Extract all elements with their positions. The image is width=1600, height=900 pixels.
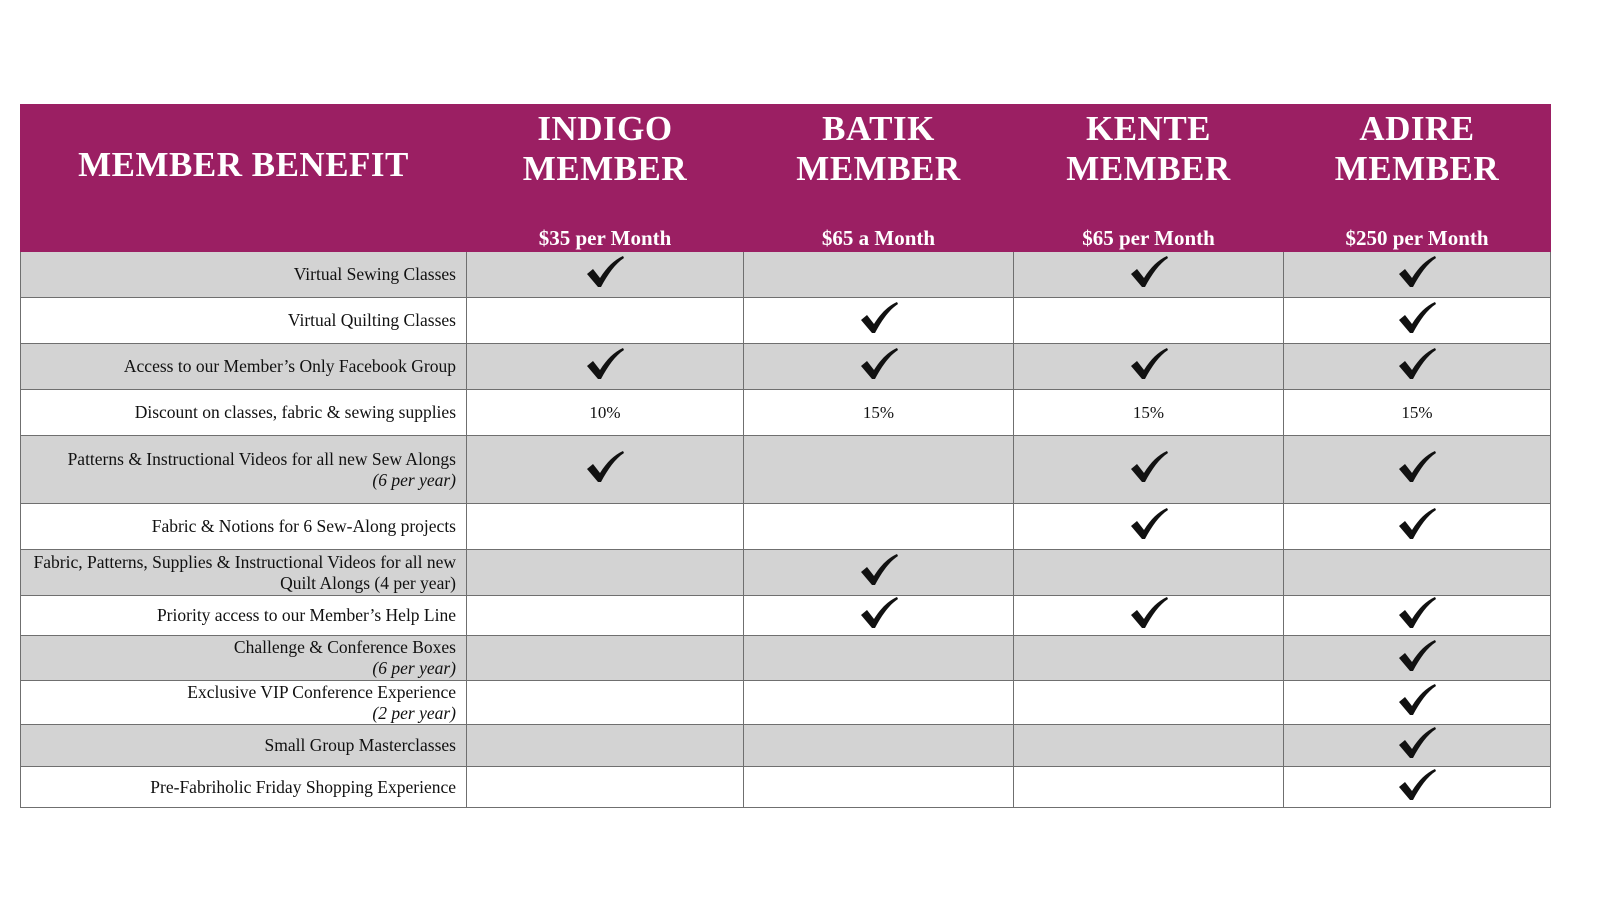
- benefit-label-cell: [21, 252, 467, 298]
- tier-cell-indigo: [467, 390, 744, 436]
- benefit-row-6: [21, 504, 1551, 550]
- membership-comparison-table: [20, 104, 1551, 808]
- tier-cell-batik: [744, 252, 1014, 298]
- checkmark-icon: [1129, 507, 1169, 541]
- tier-cell-indigo: [467, 681, 744, 725]
- checkmark-icon: [1397, 301, 1437, 335]
- benefit-label-cell: [21, 504, 467, 550]
- tier-price: $250 per Month: [1345, 226, 1489, 250]
- checkmark-icon: [1397, 639, 1437, 673]
- benefit-label: Exclusive VIP Conference Experience: [187, 681, 456, 702]
- tier-cell-kente: [1014, 636, 1284, 681]
- benefit-label-cell: [21, 681, 467, 725]
- tier-cell-indigo: [467, 550, 744, 596]
- tier-cell-adire: [1284, 681, 1551, 725]
- tier-cell-batik: [744, 725, 1014, 767]
- discount-value: 10%: [589, 402, 621, 422]
- benefit-row-2: [21, 298, 1551, 344]
- checkmark-icon: [1129, 450, 1169, 484]
- tier-cell-indigo: [467, 252, 744, 298]
- tier-cell-adire: [1284, 436, 1551, 504]
- table-header: [21, 105, 1551, 252]
- tier-cell-kente: [1014, 390, 1284, 436]
- checkmark-icon: [1397, 255, 1437, 289]
- tier-cell-adire: [1284, 298, 1551, 344]
- checkmark-icon: [1397, 507, 1437, 541]
- tier-cell-indigo: [467, 298, 744, 344]
- tier-cell-adire: [1284, 504, 1551, 550]
- tier-price: $65 per Month: [1082, 226, 1215, 250]
- tier-cell-adire: [1284, 725, 1551, 767]
- benefit-row-1: [21, 252, 1551, 298]
- tier-cell-adire: [1284, 636, 1551, 681]
- checkmark-icon: [1397, 768, 1437, 802]
- tier-name-line2: MEMBER: [1334, 149, 1500, 188]
- checkmark-icon: [585, 255, 625, 289]
- checkmark-icon: [585, 347, 625, 381]
- tier-name-line2: MEMBER: [796, 149, 961, 188]
- tier-cell-kente: [1014, 767, 1284, 808]
- tier-cell-batik: [744, 767, 1014, 808]
- tier-name: [744, 109, 1013, 189]
- benefit-label-cell: [21, 725, 467, 767]
- tier-cell-indigo: [467, 725, 744, 767]
- tier-name: [1014, 109, 1283, 189]
- tier-cell-adire: [1284, 596, 1551, 636]
- header-tier-indigo: [467, 105, 744, 252]
- benefit-note: (2 per year): [372, 702, 456, 723]
- tier-cell-indigo: [467, 344, 744, 390]
- tier-cell-indigo: [467, 436, 744, 504]
- tier-price: $65 a Month: [821, 226, 936, 250]
- tier-cell-adire: [1284, 550, 1551, 596]
- tier-cell-adire: [1284, 390, 1551, 436]
- discount-value: 15%: [1401, 402, 1433, 422]
- tier-name-line2: MEMBER: [1066, 149, 1231, 188]
- member-benefit-heading: MEMBER BENEFIT: [78, 145, 409, 184]
- benefit-row-4: [21, 390, 1551, 436]
- benefit-label-cell: [21, 298, 467, 344]
- checkmark-icon: [859, 553, 899, 587]
- tier-name-line2: MEMBER: [522, 149, 688, 188]
- benefit-label-cell: [21, 344, 467, 390]
- header-tier-adire: [1284, 105, 1551, 252]
- benefit-label: Fabric, Patterns, Supplies & Instructional Videos for all new Quilt Alongs (4 per year): [33, 551, 456, 593]
- benefit-label-cell: [21, 390, 467, 436]
- header-tier-kente: [1014, 105, 1284, 252]
- tier-cell-batik: [744, 298, 1014, 344]
- benefit-label: Pre-Fabriholic Friday Shopping Experience: [150, 776, 456, 797]
- benefit-row-9: [21, 636, 1551, 681]
- tier-cell-kente: [1014, 252, 1284, 298]
- benefit-note: (6 per year): [372, 658, 456, 678]
- checkmark-icon: [1397, 450, 1437, 484]
- tier-cell-kente: [1014, 298, 1284, 344]
- tier-cell-adire: [1284, 767, 1551, 808]
- benefit-label: Virtual Quilting Classes: [287, 310, 456, 330]
- benefit-label: Patterns & Instructional Videos for all new Sew Alongs: [67, 448, 456, 469]
- tier-name-line1: INDIGO: [537, 109, 673, 148]
- membership-comparison-table-wrap: [20, 104, 1550, 808]
- tier-cell-batik: [744, 596, 1014, 636]
- tier-name-line1: BATIK: [822, 109, 935, 148]
- tier-cell-indigo: [467, 767, 744, 808]
- tier-name-line1: ADIRE: [1359, 109, 1475, 148]
- tier-cell-kente: [1014, 681, 1284, 725]
- checkmark-icon: [859, 596, 899, 630]
- tier-cell-kente: [1014, 504, 1284, 550]
- tier-cell-kente: [1014, 436, 1284, 504]
- benefit-label: Challenge & Conference Boxes: [233, 637, 456, 657]
- tier-cell-batik: [744, 344, 1014, 390]
- benefit-label-cell: [21, 596, 467, 636]
- benefit-label: Priority access to our Member’s Help Line: [156, 605, 456, 625]
- tier-cell-adire: [1284, 252, 1551, 298]
- benefit-label-cell: [21, 767, 467, 808]
- tier-name: [467, 109, 743, 189]
- tier-cell-kente: [1014, 596, 1284, 636]
- checkmark-icon: [1129, 596, 1169, 630]
- benefit-row-3: [21, 344, 1551, 390]
- tier-cell-kente: [1014, 550, 1284, 596]
- header-tier-batik: [744, 105, 1014, 252]
- tier-cell-indigo: [467, 596, 744, 636]
- benefit-label: Discount on classes, fabric & sewing supplies: [134, 402, 456, 422]
- benefit-row-5: [21, 436, 1551, 504]
- checkmark-icon: [585, 450, 625, 484]
- checkmark-icon: [859, 347, 899, 381]
- checkmark-icon: [1397, 726, 1437, 760]
- table-body: [21, 252, 1551, 808]
- tier-cell-kente: [1014, 344, 1284, 390]
- tier-cell-adire: [1284, 344, 1551, 390]
- tier-cell-batik: [744, 436, 1014, 504]
- benefit-label: Virtual Sewing Classes: [293, 264, 456, 284]
- tier-cell-batik: [744, 390, 1014, 436]
- checkmark-icon: [1129, 347, 1169, 381]
- discount-value: 15%: [862, 402, 895, 422]
- discount-value: 15%: [1132, 402, 1165, 422]
- benefit-label-cell: [21, 436, 467, 504]
- benefit-label-cell: [21, 636, 467, 681]
- checkmark-icon: [1129, 255, 1169, 289]
- checkmark-icon: [859, 301, 899, 335]
- header-member-benefit: [21, 105, 467, 252]
- benefit-label: Small Group Masterclasses: [264, 735, 456, 755]
- benefit-row-12: [21, 767, 1551, 808]
- tier-cell-batik: [744, 550, 1014, 596]
- tier-cell-batik: [744, 681, 1014, 725]
- benefit-label: Fabric & Notions for 6 Sew-Along projects: [151, 516, 456, 536]
- benefit-note: (6 per year): [372, 469, 456, 490]
- checkmark-icon: [1397, 347, 1437, 381]
- benefit-row-7: [21, 550, 1551, 596]
- benefit-row-11: [21, 725, 1551, 767]
- checkmark-icon: [1397, 596, 1437, 630]
- benefit-row-8: [21, 596, 1551, 636]
- header-row: [21, 105, 1551, 252]
- tier-price: $35 per Month: [538, 226, 672, 250]
- tier-cell-indigo: [467, 636, 744, 681]
- tier-cell-indigo: [467, 504, 744, 550]
- benefit-label: Access to our Member’s Only Facebook Group: [123, 356, 456, 376]
- checkmark-icon: [1397, 683, 1437, 717]
- benefit-row-10: [21, 681, 1551, 725]
- tier-name-line1: KENTE: [1085, 109, 1212, 148]
- benefit-label-cell: [21, 550, 467, 596]
- tier-name: [1284, 109, 1550, 189]
- tier-cell-batik: [744, 504, 1014, 550]
- tier-cell-kente: [1014, 725, 1284, 767]
- tier-cell-batik: [744, 636, 1014, 681]
